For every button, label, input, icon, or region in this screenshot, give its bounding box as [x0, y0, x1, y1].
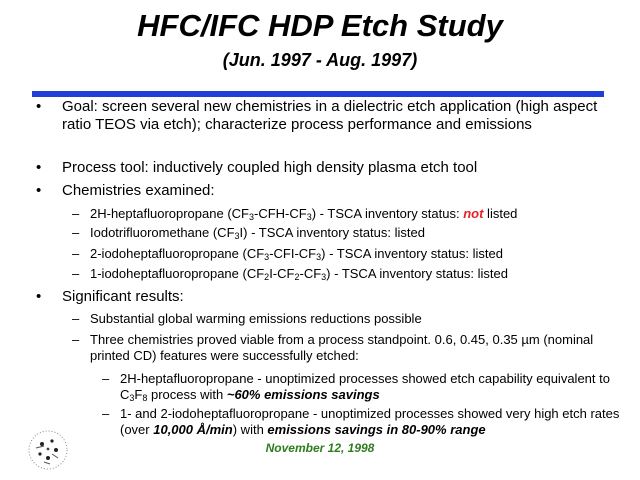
slide-title: HFC/IFC HDP Etch Study	[137, 8, 503, 43]
result-item: – Substantial global warming emissions reductions possible	[72, 311, 422, 326]
bullet-tool	[36, 159, 610, 177]
dash-marker: –	[102, 371, 110, 386]
slide-subtitle: (Jun. 1997 - Aug. 1997)	[222, 50, 418, 70]
bullet-goal	[36, 98, 610, 134]
chemistry-item: – Iodotrifluoromethane $(CF_3I)$ - TSCA inventory status: listed	[72, 225, 425, 241]
dash-marker: –	[102, 406, 110, 421]
chemistry-item: – 2H-heptafluoropropane $(CF_3-CFH-CF_3)$ - TSCA inventory status: not listed	[72, 206, 518, 222]
dash-marker: –	[72, 332, 80, 347]
dash-marker: –	[72, 266, 80, 281]
chemistry-item: – 2-iodoheptafluoropropane $(CF_3-CFI-CF_3)$ - TSCA inventory status: listed	[72, 246, 503, 262]
dash-marker: –	[72, 225, 80, 240]
result-subitem: – 2H-heptafluoropropane - unoptimized processes showed etch capability equivalent to $C_3F_8$ process with ~60% emissions savings	[102, 371, 610, 403]
bullet-chemistries	[36, 182, 610, 200]
dash-marker: –	[72, 311, 80, 326]
dash-marker: –	[72, 246, 80, 261]
result-subitem: – 1- and 2-iodoheptafluoropropane - unoptimized processes showed very high etch rates (over 10,000 Å/min) with emissions savings in 80-90% range	[102, 406, 620, 437]
slide-date: November 12, 1998	[265, 441, 375, 455]
bullet-chemistries-text: Chemistries examined:	[62, 182, 215, 199]
dash-marker: –	[72, 206, 80, 221]
chemistry-item: – 1-iodoheptafluoropropane $(CF_2I-CF_2-CF_3)$ - TSCA inventory status: listed	[72, 266, 509, 282]
result-item: – Three chemistries proved viable from a process standpoint. 0.6, 0.45, 0.35 µm (nominal printed CD) features were successfully etched:	[72, 332, 594, 363]
bullet-results	[36, 288, 610, 306]
title-divider	[32, 91, 604, 97]
bullet-goal-text: Goal: screen several new chemistries in a dielectric etch application (high aspect ratio TEOS via etch); characterize process performance and emissions	[62, 98, 598, 133]
not-highlight: not	[463, 206, 484, 221]
bullet-tool-text: Process tool: inductively coupled high density plasma etch tool	[62, 159, 478, 176]
bullet-marker: •	[36, 159, 42, 176]
bullet-results-text: Significant results:	[62, 288, 184, 305]
bullet-marker: •	[36, 98, 42, 115]
bullet-marker: •	[36, 182, 42, 199]
bullet-marker: •	[36, 288, 42, 305]
